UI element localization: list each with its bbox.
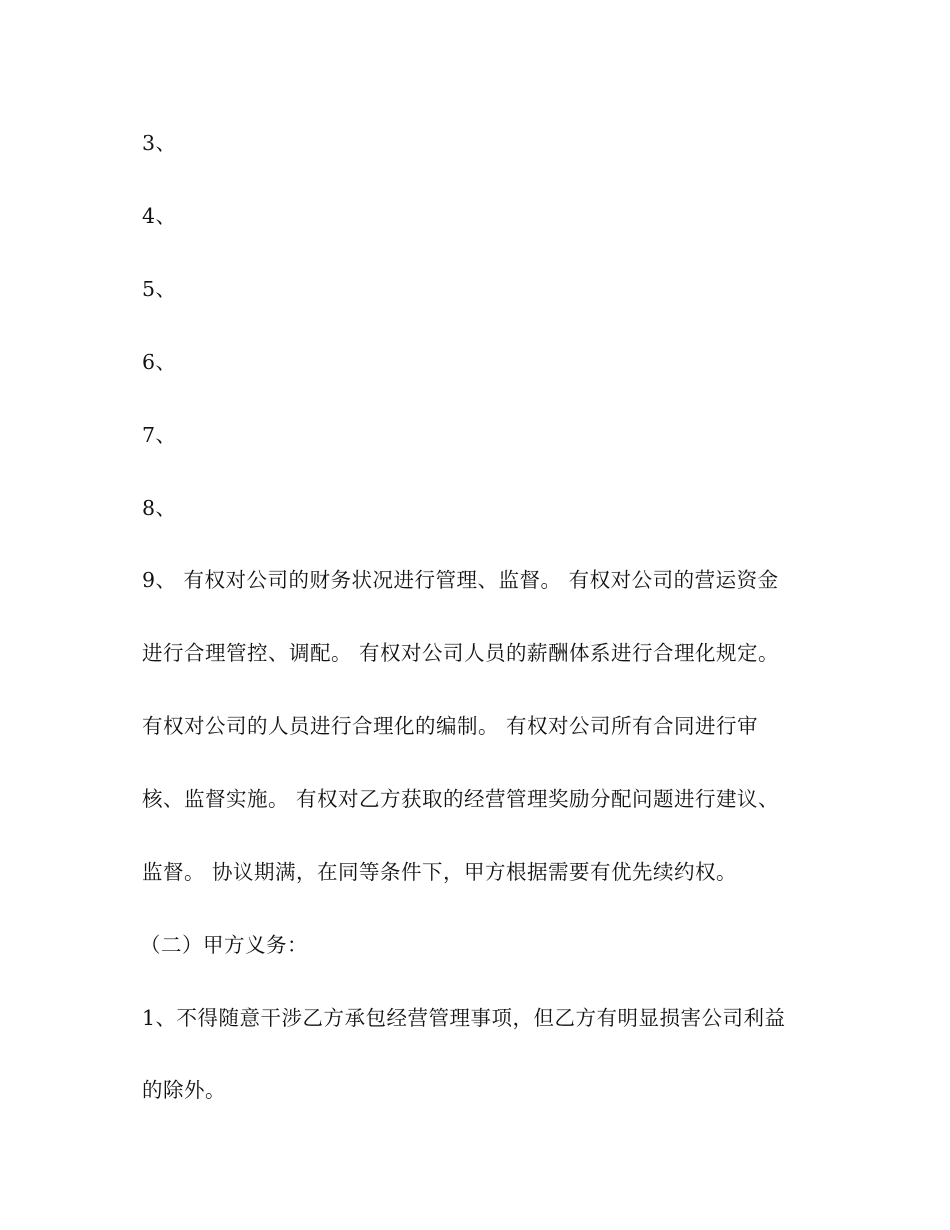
paragraph-line: 核、监督实施。 有权对乙方获取的经营管理奖励分配问题进行建议、 <box>142 787 780 811</box>
paragraph-line: 1、不得随意干涉乙方承包经营管理事项，但乙方有明显损害公司利益 <box>142 1006 786 1030</box>
paragraph-line: 监督。 协议期满，在同等条件下，甲方根据需要有优先续约权。 <box>142 860 738 884</box>
paragraph-line: 的除外。 <box>142 1078 226 1102</box>
list-item-7: 7、 <box>142 423 177 447</box>
list-item-6: 6、 <box>142 350 177 374</box>
list-item-4: 4、 <box>142 204 177 228</box>
paragraph-line: 有权对公司的人员进行合理化的编制。 有权对公司所有合同进行审 <box>142 714 759 738</box>
list-item-5: 5、 <box>142 277 177 301</box>
list-item-8: 8、 <box>142 496 177 520</box>
section-heading: （二）甲方义务： <box>140 933 308 957</box>
paragraph-line: 进行合理管控、调配。 有权对公司人员的薪酬体系进行合理化规定。 <box>142 641 780 665</box>
paragraph-line: 9、 有权对公司的财务状况进行管理、监督。 有权对公司的营运资金 <box>142 568 779 592</box>
list-item-3: 3、 <box>142 131 177 155</box>
